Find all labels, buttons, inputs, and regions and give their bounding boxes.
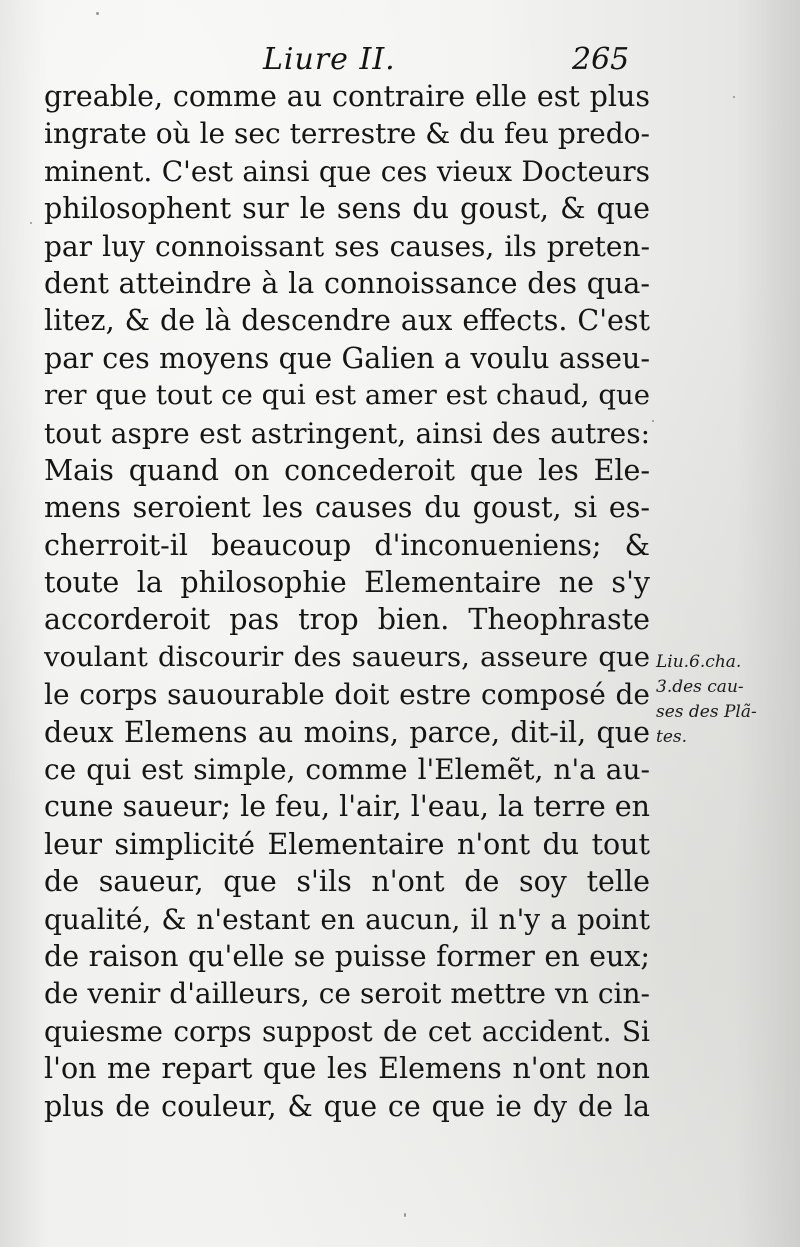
text-line: voulant discourir des saueurs, asseure que [44,640,650,673]
margin-note-line: tes. [656,727,688,747]
margin-note [656,650,794,750]
text-line: tout aspre est astringent, ainsi des autres: [44,416,650,450]
paper-speck [733,96,735,98]
text-line: de raison qu'elle se puisse former en eux; [44,939,650,973]
text-line: minent. C'est ainsi que ces vieux Docteurs [44,154,650,188]
text-line: litez, & de là descendre aux effects. C'est [44,304,650,338]
text-line: quiesme corps suppost de cet accident. Si [44,1014,650,1048]
margin-note-line: ses des Plã- [656,702,757,722]
text-line: ingrate où le sec terrestre & du feu predo- [44,117,650,151]
text-line: rer que tout ce qui est amer est chaud, que [44,379,650,412]
text-line: leur simplicité Elementaire n'ont du tout [44,827,650,861]
text-line: l'on me repart que les Elemens n'ont non [44,1052,650,1086]
page-number: 265 [572,42,630,77]
paper-speck [96,12,99,15]
text-line: de saueur, que s'ils n'ont de soy telle [44,865,650,899]
text-line: mens seroient les causes du goust, si es- [44,491,650,525]
text-line: accorderoit pas trop bien. Theophraste [44,603,650,637]
text-line: cherroit-il beaucoup d'inconueniens; & [44,528,650,562]
paper-speck [404,1213,406,1217]
paper-speck [30,222,32,224]
text-line: plus de couleur, & que ce que ie dy de la [44,1089,650,1123]
body-text [44,78,650,1125]
text-line: Mais quand on concederoit que les Ele- [44,453,650,487]
text-line: de venir d'ailleurs, ce seroit mettre vn cin- [44,977,650,1011]
text-line: cune saueur; le feu, l'air, l'eau, la terre en [44,790,650,824]
text-line: greable, comme au contraire elle est plus [44,80,650,113]
text-line: par ces moyens que Galien a voulu asseu- [44,341,650,375]
margin-note-line: Liu.6.cha. [656,652,742,672]
text-line: toute la philosophie Elementaire ne s'y [44,566,650,600]
text-line: le corps sauourable doit estre composé de [44,678,650,712]
text-line: ce qui est simple, comme l'Elemẽt, n'a au- [44,753,650,787]
text-line: qualité, & n'estant en aucun, il n'y a point [44,902,650,936]
text-line: par luy connoissant ses causes, ils preten- [44,229,650,263]
text-line: deux Elemens au moins, parce, dit-il, que [44,715,650,749]
text-line: dent atteindre à la connoissance des qua- [44,266,650,300]
margin-note-line: 3.des cau- [656,677,744,697]
text-line: philosophent sur le sens du goust, & que [44,192,650,226]
running-title: Liure II. [263,42,396,77]
paper-speck [652,420,654,422]
